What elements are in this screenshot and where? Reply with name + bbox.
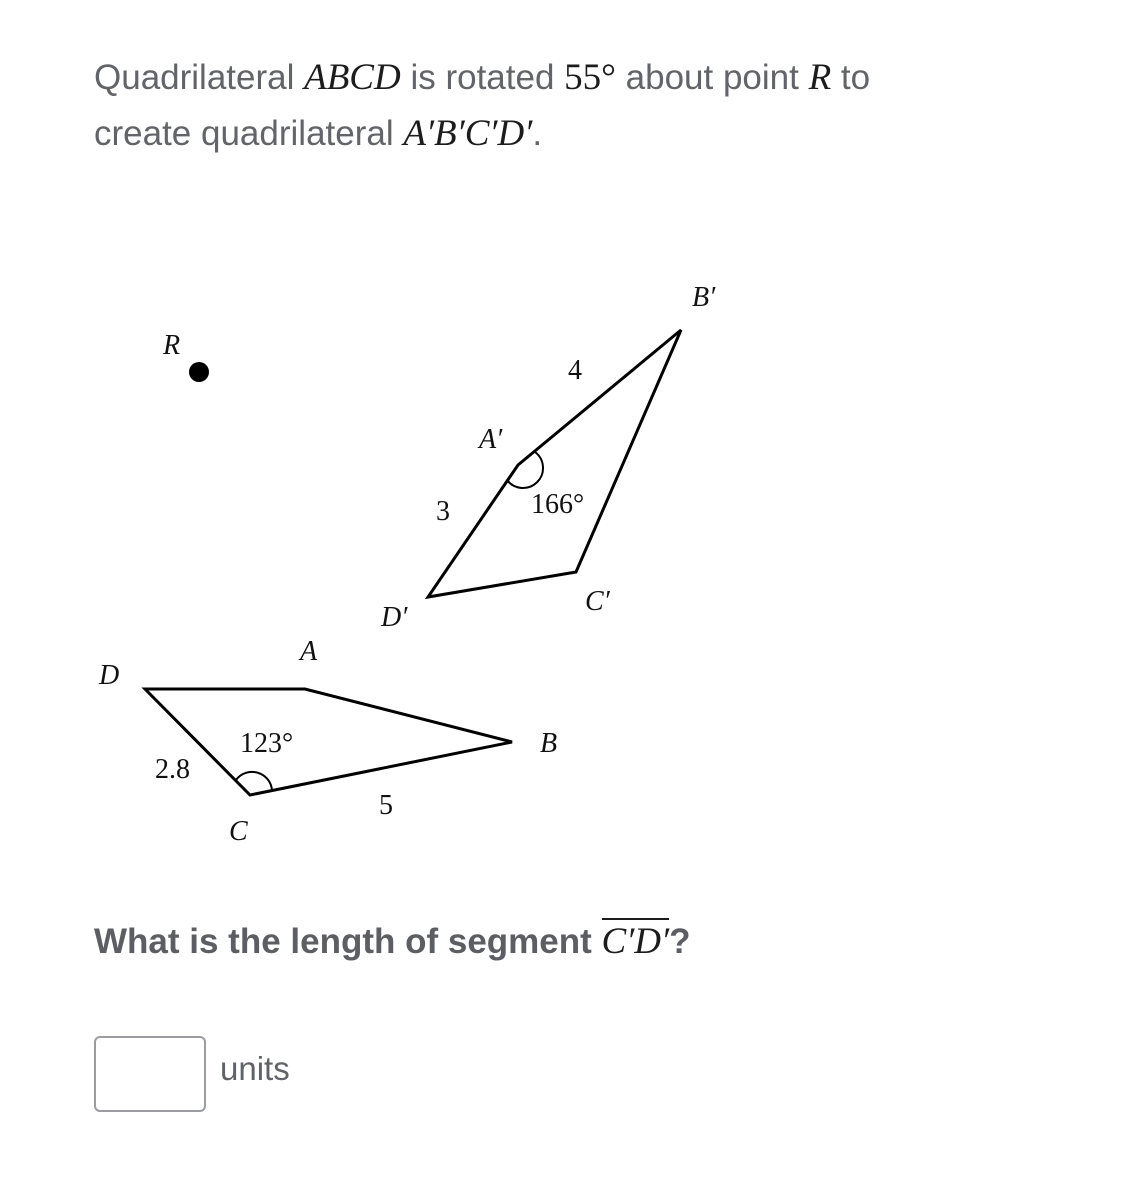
quad-image-math: A′B′C′D′ bbox=[403, 113, 533, 154]
prompt-text: Quadrilateral bbox=[94, 58, 305, 97]
label-D-prime: D′ bbox=[381, 602, 408, 633]
label-B: B bbox=[540, 728, 558, 759]
measure-CB: 5 bbox=[379, 790, 393, 821]
label-C-prime: C′ bbox=[585, 586, 610, 617]
question-text bbox=[94, 920, 691, 963]
measure-angle-C: 123° bbox=[240, 728, 294, 759]
question-prefix: What is the length of segment bbox=[94, 922, 602, 961]
label-B-prime: B′ bbox=[692, 282, 716, 313]
measure-DC: 2.8 bbox=[155, 754, 190, 785]
label-R: R bbox=[163, 330, 181, 361]
units-label: units bbox=[220, 1050, 290, 1087]
label-C: C bbox=[229, 816, 248, 847]
measure-A-prime-D-prime: 3 bbox=[436, 496, 450, 527]
measure-angle-A-prime: 166° bbox=[531, 489, 585, 520]
prompt-text: . bbox=[532, 114, 543, 153]
quad-original-math: ABCD bbox=[304, 57, 401, 98]
segment-C-prime-D-prime-math: C′D′ bbox=[602, 918, 670, 962]
prompt-text: about point bbox=[615, 58, 809, 97]
prompt-text: to bbox=[831, 58, 871, 97]
center-point-math: R bbox=[808, 57, 832, 98]
rotation-angle-math: 55° bbox=[564, 57, 616, 98]
label-A-prime: A′ bbox=[479, 424, 503, 455]
quadrilateral-ABCD bbox=[145, 689, 512, 795]
prompt-text: is rotated bbox=[400, 58, 565, 97]
prompt-text: create quadrilateral bbox=[94, 114, 404, 153]
label-A: A bbox=[300, 636, 318, 667]
center-point-dot bbox=[189, 362, 209, 382]
quadrilateral-A-prime-B-prime-C-prime-D-prime bbox=[428, 330, 681, 597]
answer-input[interactable] bbox=[94, 1036, 206, 1112]
label-D: D bbox=[99, 660, 120, 691]
question-suffix: ? bbox=[669, 922, 691, 961]
measure-A-prime-B-prime: 4 bbox=[568, 355, 582, 386]
